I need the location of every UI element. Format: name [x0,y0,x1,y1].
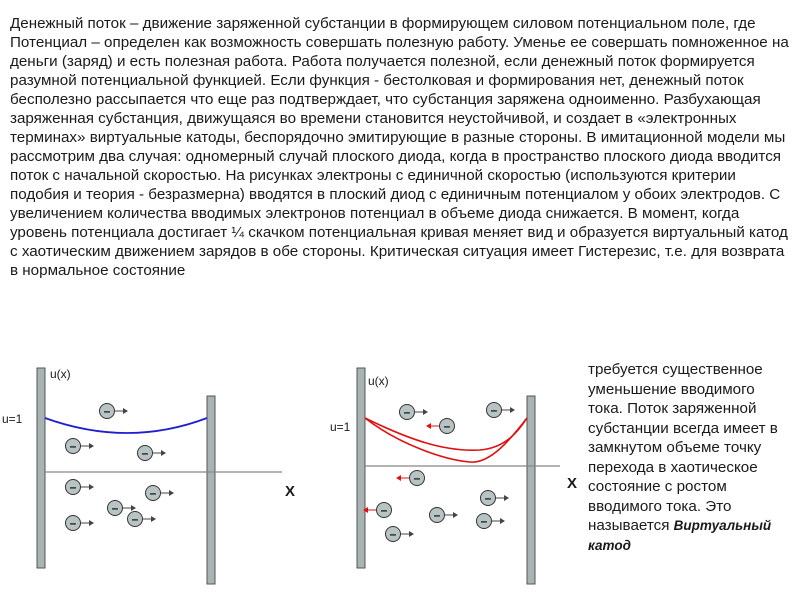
right-anode-electrode [527,396,535,584]
side-text [588,360,793,555]
electron-minus-sign: – [111,501,119,515]
electron-minus-sign: – [149,486,157,500]
electron-minus-sign: – [380,503,388,517]
electron-minus-sign: – [403,405,411,419]
diagram-left [2,367,295,584]
left-anode-electrode [207,396,215,584]
electron-minus-sign: – [413,471,421,485]
electron-minus-sign: – [131,512,139,526]
forward-arrow-icon [143,516,156,522]
forward-arrow-icon [401,531,414,537]
electron [66,439,95,454]
electron-minus-sign: – [69,439,77,453]
reverse-arrow-icon [396,475,409,481]
electron-minus-sign: – [69,516,77,530]
side-text-emphasis: Виртуальный катод [588,518,772,553]
electron [66,516,95,531]
electron-minus-sign: – [480,514,488,528]
reverse-arrow-icon [426,423,439,429]
forward-arrow-icon [496,495,509,501]
forward-arrow-icon [115,408,128,414]
electron [386,527,415,542]
right-electrons [363,403,515,542]
left-level-label: u=1 [2,412,23,426]
left-electrons [66,404,175,531]
electron [400,405,429,420]
forward-arrow-icon [81,520,94,526]
forward-arrow-icon [445,512,458,518]
electron [146,486,175,501]
forward-arrow-icon [81,443,94,449]
electron-minus-sign: – [484,491,492,505]
electron-minus-sign: – [141,446,149,460]
electron [100,404,129,419]
forward-arrow-icon [161,490,174,496]
electron [128,512,157,527]
electron [396,471,425,486]
electron-minus-sign: – [433,508,441,522]
left-x-axis-label: X [285,483,296,500]
forward-arrow-icon [492,518,505,524]
main-text: Денежный поток – движение заряженной субстанции в формирующем силовом потенциальном поле, где Потенциал – определен как возможность совершать полезную работу. Уменье ее совершать помноженное на деньги (заряд) и есть полезная работа. Работа получается полезной, если денежный поток формируется разумной потенциальной функцией. Если функция - бестолковая и формирования нет, денежный поток бесполезно рассыпается что еще раз подтверждает, что субстанция заряжена одноименно. Разбухающая заряженная субстанция, движущаяся во времени становится неустойчивой, и создает в «электронных терминах» виртуальные катоды, беспорядочно эмитирующие в разные стороны. В имитационной модели мы рассмотрим два случая: одномерный случай плоского диода, когда в пространство плоского диода вводится поток с начальной скоростью. На рисунках электроны с единичной скоростью (используются критерии подобия и теория - безразмерна) вводятся в плоский диод с единичным потенциалом у обоих электродов. С увеличением количества вводимых электронов потенциал в объеме диода снижается. В момент, когда уровень потенциала достигает ¼ скачком потенциальная кривая меняет вид и образуется виртуальный катод с хаотическим движением зарядов в обе стороны. Критическая ситуация имеет Гистерезис, т.е. для возврата в нормальное состояние [10,15,789,279]
electron [66,480,95,495]
electron [477,514,506,529]
electron-minus-sign: – [389,527,397,541]
forward-arrow-icon [415,409,428,415]
forward-arrow-icon [123,505,136,511]
left-potential-curve [45,418,207,433]
forward-arrow-icon [153,450,166,456]
right-cathode-electrode [357,368,365,568]
electron [487,403,516,418]
right-y-axis-label: u(x) [368,374,389,388]
right-x-axis-label: X [567,475,578,492]
left-y-axis-label: u(x) [50,367,71,381]
forward-arrow-icon [502,407,515,413]
forward-arrow-icon [81,484,94,490]
electron [363,503,392,518]
electron [481,491,510,506]
electron [138,446,167,461]
side-text-body: требуется существенное уменьшение вводимого тока. Поток заряженной субстанции всегда имеет в замкнутом объеме точку перехода в хаотическое состояние с ростом вводимого тока. Это называется [588,361,778,534]
electron [426,419,455,434]
electron [430,508,459,523]
diagram-right [330,368,577,584]
electron-minus-sign: – [490,403,498,417]
electron-minus-sign: – [443,419,451,433]
left-cathode-electrode [37,368,45,568]
right-level-label: u=1 [330,420,351,434]
electron-minus-sign: – [69,480,77,494]
electron-minus-sign: – [103,404,111,418]
